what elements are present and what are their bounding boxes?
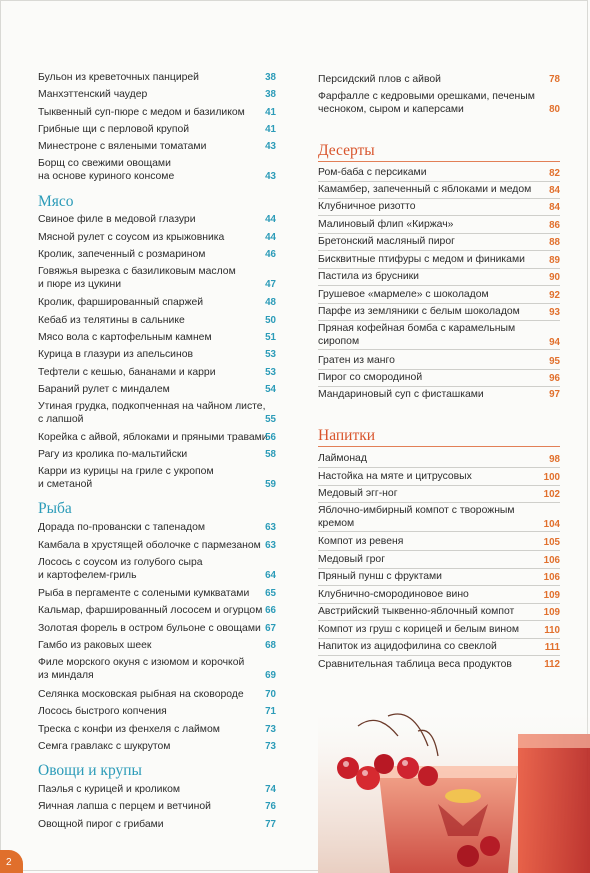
toc-entry-title: Кебаб из телятины в сальнике	[38, 315, 185, 326]
toc-entry-page: 90	[549, 272, 560, 283]
toc-entry[interactable]	[38, 784, 276, 797]
toc-entry-title: Медовый эгг-ног	[318, 488, 398, 499]
toc-entry-page: 106	[543, 572, 560, 583]
toc-entry-title: Тефтели с кешью, бананами и карри	[38, 367, 216, 378]
toc-entry-title: Рыба в пергаменте с солеными кумкватами	[38, 588, 250, 599]
toc-entry-title: Свиное филе в медовой глазури	[38, 214, 196, 225]
toc-entry[interactable]	[38, 232, 276, 245]
toc-entry[interactable]	[38, 384, 276, 397]
section-heading-drinks: Напитки	[318, 427, 560, 447]
toc-entry-page: 53	[265, 349, 276, 360]
toc-entry[interactable]	[38, 72, 276, 85]
toc-entry[interactable]	[318, 201, 560, 216]
toc-entry-page: 92	[549, 290, 560, 301]
toc-entry-title: Тыквенный суп-пюре с медом и базиликом	[38, 107, 245, 118]
toc-entry[interactable]	[318, 641, 560, 656]
toc-entry[interactable]	[318, 624, 560, 639]
toc-entry-title: Семга гравлакс с шукрутом	[38, 741, 171, 752]
toc-entry-page: 38	[265, 72, 276, 83]
toc-entry-title: Пряный пунш с фруктами	[318, 571, 442, 582]
toc-entry-title: Камамбер, запеченный с яблоками и медом	[318, 184, 532, 195]
toc-entry-page: 105	[543, 537, 560, 548]
toc-entry[interactable]	[38, 367, 276, 380]
toc-entry[interactable]	[38, 315, 276, 328]
toc-entry-title: Напиток из ацидофилина со свеклой	[318, 641, 497, 652]
toc-entry-page: 80	[549, 103, 560, 115]
toc-entry-title: Компот из груш с корицей и белым вином	[318, 624, 520, 635]
toc-entry-title: Мясо вола с картофельным камнем	[38, 332, 212, 343]
toc-entry-title: Рагу из кролика по-мальтийски	[38, 449, 188, 460]
toc-entry-page: 41	[265, 124, 276, 135]
toc-entry[interactable]	[318, 289, 560, 304]
toc-entry-title: Австрийский тыквенно-яблочный компот	[318, 606, 515, 617]
toc-entry[interactable]	[318, 184, 560, 199]
toc-entry-page: 102	[543, 489, 560, 500]
toc-entry[interactable]	[318, 606, 560, 621]
toc-entry-title: Пряная кофейная бомба с карамельным сиропом	[318, 323, 516, 347]
toc-entry[interactable]	[318, 389, 560, 402]
toc-entry-page: 96	[549, 373, 560, 384]
toc-entry-title: Гамбо из раковых шеек	[38, 640, 152, 651]
toc-entry[interactable]	[38, 214, 276, 227]
toc-entry-title: Кролик, запеченный с розмарином	[38, 249, 206, 260]
toc-entry-title: Бульон из креветочных панцирей	[38, 72, 199, 83]
toc-entry-page: 44	[265, 232, 276, 243]
toc-entry-title: Бретонский масляный пирог	[318, 236, 455, 247]
toc-entry-page: 86	[549, 220, 560, 231]
toc-entry-page: 50	[265, 315, 276, 326]
toc-entry-page: 64	[265, 569, 276, 581]
toc-entry-title: Парфе из земляники с белым шоколадом	[318, 306, 520, 317]
toc-entry[interactable]	[38, 432, 276, 445]
toc-entry-title: Говяжья вырезка с базиликовым маслом и пюре из цукини	[38, 266, 236, 290]
toc-entry[interactable]	[38, 724, 276, 737]
toc-entry[interactable]	[38, 449, 276, 462]
page-number-badge	[0, 850, 23, 873]
toc-entry-page: 63	[265, 522, 276, 533]
toc-entry-page: 89	[549, 255, 560, 266]
toc-entry-title: Паэлья с курицей и кроликом	[38, 784, 181, 795]
toc-entry-page: 100	[543, 472, 560, 483]
toc-entry[interactable]	[38, 349, 276, 362]
toc-entry[interactable]	[318, 488, 560, 503]
toc-entry[interactable]	[38, 522, 276, 535]
toc-entry-title: Селянка московская рыбная на сковороде	[38, 689, 244, 700]
toc-entry[interactable]	[38, 801, 276, 814]
toc-entry-title: Мандариновый суп с фисташками	[318, 389, 484, 400]
toc-entry[interactable]	[38, 297, 276, 310]
toc-entry-page: 65	[265, 588, 276, 599]
toc-entry-page: 109	[543, 590, 560, 601]
toc-entry-page: 78	[549, 74, 560, 85]
toc-entry-page: 109	[543, 607, 560, 618]
section-heading-fish: Рыба	[38, 500, 72, 517]
toc-entry-page: 84	[549, 202, 560, 213]
toc-entry-page: 41	[265, 107, 276, 118]
toc-entry[interactable]	[38, 540, 276, 553]
toc-entry[interactable]	[318, 167, 560, 182]
toc-entry-page: 93	[549, 307, 560, 318]
toc-entry-page: 54	[265, 384, 276, 395]
toc-entry-title: Медовый грог	[318, 554, 385, 565]
cherry-drink-photo	[318, 706, 590, 873]
toc-entry[interactable]	[38, 249, 276, 262]
toc-entry[interactable]	[38, 466, 276, 491]
toc-entry-page: 46	[265, 249, 276, 260]
toc-entry[interactable]	[318, 74, 560, 87]
toc-entry-title: Бараний рулет с миндалем	[38, 384, 170, 395]
toc-entry-page: 112	[544, 659, 560, 670]
toc-entry-title: Яичная лапша с перцем и ветчиной	[38, 801, 211, 812]
toc-entry-page: 53	[265, 367, 276, 378]
toc-entry[interactable]	[318, 536, 560, 551]
toc-entry-title: Малиновый флип «Киржач»	[318, 219, 454, 230]
toc-entry-title: Филе морского окуня с изюмом и корочкой из миндаля	[38, 657, 245, 681]
toc-entry-page: 95	[549, 356, 560, 367]
toc-entry-page: 59	[265, 478, 276, 490]
toc-entry-page: 94	[549, 336, 560, 348]
toc-entry[interactable]	[38, 158, 276, 183]
toc-entry-page: 48	[265, 297, 276, 308]
toc-entry[interactable]	[318, 91, 560, 116]
toc-entry-page: 58	[265, 449, 276, 460]
toc-entry-title: Кролик, фаршированный спаржей	[38, 297, 204, 308]
toc-entry-title: Курица в глазури из апельсинов	[38, 349, 194, 360]
toc-entry-title: Клубничное ризотто	[318, 201, 416, 212]
toc-entry-page: 51	[265, 332, 276, 343]
toc-entry-title: Камбала в хрустящей оболочке с пармезаном	[38, 540, 261, 551]
toc-entry[interactable]	[38, 332, 276, 345]
toc-entry-page: 55	[265, 413, 276, 425]
toc-entry-title: Грибные щи с перловой крупой	[38, 124, 190, 135]
toc-entry-title: Кальмар, фаршированный лососем и огурцом	[38, 605, 263, 616]
toc-entry-title: Фарфалле с кедровыми орешками, печеным чесноком, сыром и каперсами	[318, 91, 535, 115]
toc-entry[interactable]	[38, 107, 276, 120]
toc-entry-page: 77	[265, 819, 276, 830]
toc-entry[interactable]	[318, 659, 560, 672]
toc-entry-page: 63	[265, 540, 276, 551]
toc-entry-page: 73	[265, 741, 276, 752]
toc-entry-title: Лосось быстрого копчения	[38, 706, 167, 717]
toc-entry-page: 97	[549, 389, 560, 400]
toc-entry[interactable]	[38, 588, 276, 601]
toc-entry-page: 111	[544, 642, 560, 653]
toc-entry-title: Гратен из манго	[318, 355, 395, 366]
toc-entry-title: Пирог со смородиной	[318, 372, 423, 383]
toc-entry[interactable]	[318, 453, 560, 468]
toc-entry-title: Мясной рулет с соусом из крыжовника	[38, 232, 225, 243]
toc-entry-title: Манхэттенский чаудер	[38, 89, 148, 100]
toc-entry-page: 106	[543, 555, 560, 566]
page-number: 2	[6, 857, 12, 868]
toc-entry-page: 67	[265, 623, 276, 634]
toc-entry-page: 76	[265, 801, 276, 812]
toc-entry-page: 69	[265, 669, 276, 681]
toc-entry-title: Ром-баба с персиками	[318, 167, 427, 178]
toc-entry[interactable]	[38, 557, 276, 582]
toc-entry[interactable]	[38, 401, 276, 426]
toc-entry-title: Борщ со свежими овощами на основе куриного консоме	[38, 158, 175, 182]
section-heading-meat: Мясо	[38, 193, 74, 210]
section-heading-desserts: Десерты	[318, 142, 560, 162]
toc-entry-title: Карри из курицы на гриле с укропом и сметаной	[38, 466, 214, 490]
toc-entry[interactable]	[38, 706, 276, 719]
toc-entry-page: 84	[549, 185, 560, 196]
toc-entry-page: 56	[265, 432, 276, 443]
toc-entry-page: 66	[265, 605, 276, 616]
toc-entry[interactable]	[318, 571, 560, 586]
toc-entry-page: 47	[265, 278, 276, 290]
section-heading-vegetables: Овощи и крупы	[38, 762, 142, 779]
toc-entry[interactable]	[38, 640, 276, 653]
toc-entry[interactable]	[318, 323, 560, 350]
toc-entry[interactable]	[318, 554, 560, 569]
toc-entry-title: Клубнично-смородиновое вино	[318, 589, 469, 600]
toc-entry-title: Бисквитные птифуры с медом и финиками	[318, 254, 525, 265]
toc-entry[interactable]	[318, 219, 560, 234]
toc-entry-page: 98	[549, 454, 560, 465]
toc-entry-title: Настойка на мяте и цитрусовых	[318, 471, 472, 482]
toc-entry[interactable]	[38, 689, 276, 702]
toc-entry[interactable]	[38, 819, 276, 832]
toc-entry-title: Компот из ревеня	[318, 536, 404, 547]
toc-entry[interactable]	[38, 89, 276, 102]
toc-entry[interactable]	[318, 589, 560, 604]
toc-entry[interactable]	[38, 124, 276, 137]
toc-entry-page: 88	[549, 237, 560, 248]
toc-entry-title: Лаймонад	[318, 453, 367, 464]
toc-entry-page: 73	[265, 724, 276, 735]
toc-entry[interactable]	[38, 657, 276, 682]
toc-entry-title: Пастила из брусники	[318, 271, 419, 282]
toc-entry-title: Корейка с айвой, яблоками и пряными травами	[38, 432, 268, 443]
toc-entry-title: Овощной пирог с грибами	[38, 819, 164, 830]
toc-entry-page: 38	[265, 89, 276, 100]
toc-entry-title: Яблочно-имбирный компот с творожным кремом	[318, 505, 515, 529]
toc-entry-page: 70	[265, 689, 276, 700]
toc-entry[interactable]	[38, 141, 276, 154]
toc-entry-page: 71	[265, 706, 276, 717]
toc-entry-page: 74	[265, 784, 276, 795]
toc-entry[interactable]	[38, 741, 276, 754]
toc-entry-page: 44	[265, 214, 276, 225]
toc-entry-title: Персидский плов с айвой	[318, 74, 441, 85]
toc-entry-title: Утиная грудка, подкопченная на чайном листе, с лапшой	[38, 401, 266, 425]
toc-entry[interactable]	[38, 266, 276, 291]
toc-entry-page: 110	[544, 625, 560, 636]
toc-entry[interactable]	[318, 254, 560, 269]
toc-entry[interactable]	[318, 355, 560, 370]
toc-entry-title: Минестроне с вялеными томатами	[38, 141, 207, 152]
toc-entry[interactable]	[318, 372, 560, 387]
toc-entry-title: Грушевое «мармеле» с шоколадом	[318, 289, 489, 300]
toc-entry-title: Золотая форель в остром бульоне с овощами	[38, 623, 261, 634]
toc-entry-title: Лосось с соусом из голубого сыра и картофелем-гриль	[38, 557, 203, 581]
toc-entry[interactable]	[318, 505, 560, 532]
toc-entry[interactable]	[318, 471, 560, 486]
toc-entry[interactable]	[38, 623, 276, 636]
toc-entry[interactable]	[318, 236, 560, 251]
toc-entry[interactable]	[318, 306, 560, 321]
toc-entry-page: 82	[549, 168, 560, 179]
toc-entry-page: 43	[265, 170, 276, 182]
toc-entry-page: 104	[543, 518, 560, 530]
toc-entry[interactable]	[38, 605, 276, 618]
toc-entry-title: Дорада по-провански с тапенадом	[38, 522, 206, 533]
toc-entry-page: 43	[265, 141, 276, 152]
toc-entry[interactable]	[318, 271, 560, 286]
toc-entry-title: Сравнительная таблица веса продуктов	[318, 659, 512, 670]
toc-entry-title: Треска с конфи из фенхеля с лаймом	[38, 724, 220, 735]
toc-entry-page: 68	[265, 640, 276, 651]
